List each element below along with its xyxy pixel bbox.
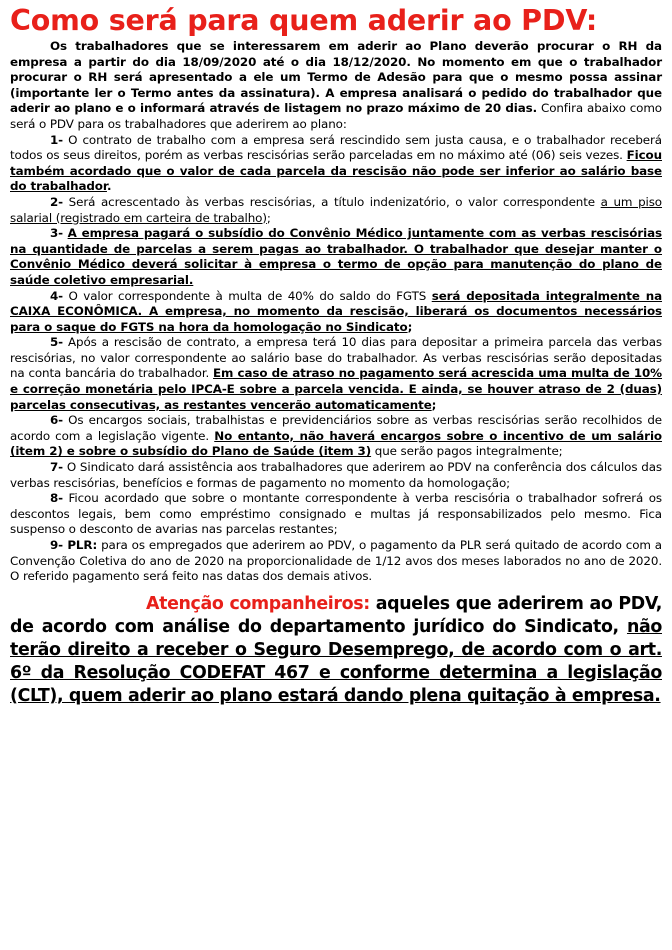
item-number: 9- PLR:: [50, 538, 98, 552]
warning-underline: não terão direito a receber o Seguro Desemprego, de acordo com o art. 6º da Resolução CODEFAT 467 e conforme determina a legislação (CLT), quem aderir ao plano estará dando plena quitação à empresa.: [10, 616, 662, 706]
item-number: 5-: [50, 335, 64, 350]
warning-footer: [10, 593, 662, 708]
item-highlight: No entanto, não haverá encargos sobre o incentivo de um salário (item 2) e sobre o subsídio do Plano de Saúde (item 3): [10, 428, 662, 459]
warning-text: aqueles que aderirem ao PDV, de acordo com análise do departamento jurídico do Sindicato,: [10, 593, 662, 637]
item-underline: a um piso salarial (registrado em carteira de trabalho): [10, 194, 662, 225]
item-text: Após a rescisão de contrato, a empresa terá 10 dias para depositar a primeira parcela das verbas rescisórias, no valor correspondente ao salário base do trabalhador. As verbas rescisórias serão depositadas na conta bancária do trabalhador.: [10, 335, 662, 381]
item-number: 3-: [50, 226, 64, 241]
item-6: [10, 413, 662, 460]
item-1: [10, 133, 662, 195]
item-number: 6-: [50, 413, 64, 428]
item-9: [10, 538, 662, 585]
item-text: Os encargos sociais, trabalhistas e previdenciários sobre as verbas rescisórias serão recolhidos de acordo com a legislação vigente.: [10, 413, 662, 443]
item-number: 7-: [50, 460, 64, 475]
warning-heading: Atenção companheiros:: [146, 593, 370, 614]
item-text: O contrato de trabalho com a empresa será rescindido sem justa causa, e o trabalhador receberá todos os seus direitos, porém as verbas rescisórias serão parceladas em no máximo até (06) seis vezes.: [10, 132, 662, 163]
item-highlight: A empresa pagará o subsídio do Convênio Médico juntamente com as verbas rescisórias na quantidade de parcelas a serem pagas ao trabalhador. O trabalhador que desejar manter o Convênio Médico deverá solicitar à empresa o termo de opção para manutenção do plano de saúde coletivo empresarial.: [10, 226, 662, 287]
item-text: O Sindicato dará assistência aos trabalhadores que aderirem ao PDV na conferência dos cálculos das verbas rescisórias, benefícios e formas de pagamento no momento da homologação;: [10, 460, 662, 490]
item-5: [10, 335, 662, 413]
item-number: 8-: [50, 491, 64, 506]
item-text: Será acrescentado às verbas rescisórias, a título indenizatório, o valor correspondente: [63, 194, 601, 209]
item-number: 4-: [50, 288, 64, 303]
item-highlight: será depositada integralmente na CAIXA ECONÔMICA. A empresa, no momento da rescisão, liberará os documentos necessários para o saque do FGTS na hora da homologação no Sindicato: [10, 288, 662, 334]
page-title: Como será para quem aderir ao PDV:: [10, 4, 598, 37]
item-8: [10, 491, 662, 538]
item-end: ;: [266, 210, 271, 225]
intro-normal-text: Confira abaixo como será o PDV para os trabalhadores que aderirem ao plano:: [10, 101, 662, 131]
intro-bold-text: Os trabalhadores que se interessarem em aderir ao Plano deverão procurar o RH da empresa a partir do dia 18/09/2020 até o dia 18/12/2020. No momento em que o trabalhador procurar o RH será apresentado a ele um Termo de Adesão para que o mesmo possa assinar (importante ler o Termo antes da assinatura). A empresa analisará o pedido do trabalhador que aderir ao plano e o informará através de listagem no prazo máximo de 20 dias.: [10, 39, 662, 116]
item-highlight: Ficou também acordado que o valor de cada parcela da rescisão não pode ser inferior ao salário base do trabalhador: [10, 148, 662, 194]
item-7: [10, 460, 662, 491]
item-end: ;: [431, 397, 437, 412]
item-number: 1-: [50, 132, 64, 147]
item-end: que serão pagos integralmente;: [371, 444, 563, 459]
item-number: 2-: [50, 194, 64, 209]
item-text: Ficou acordado que sobre o montante correspondente à verba rescisória o trabalhador sofrerá os descontos legais, bem como empréstimo consignado e multas já responsabilizados pelo mesmo. Fica suspenso o desconto de avarias nas parcelas restantes;: [10, 491, 662, 537]
item-end: ;: [407, 319, 413, 334]
item-highlight: Em caso de atraso no pagamento será acrescida uma multa de 10% e correção monetária pelo IPCA-E sobre a parcela vencida. E ainda, se houver atraso de 2 (duas) parcelas consecutivas, as restantes vencerão automaticamente: [10, 366, 662, 412]
item-text: para os empregados que aderirem ao PDV, o pagamento da PLR será quitado de acordo com a Convenção Coletiva do ano de 2020 na proporcionalidade de 1/12 avos dos meses laborados no ano de 2020. O referido pagamento será feito nas datas dos demais ativos.: [10, 538, 662, 584]
item-text: O valor correspondente à multa de 40% do saldo do FGTS: [63, 288, 432, 303]
item-4: [10, 289, 662, 336]
warning-paragraph: [10, 593, 662, 708]
intro-paragraph: [10, 39, 662, 133]
document-body: [10, 39, 662, 585]
item-3: [10, 226, 662, 288]
item-end: .: [106, 179, 112, 194]
item-2: [10, 195, 662, 226]
